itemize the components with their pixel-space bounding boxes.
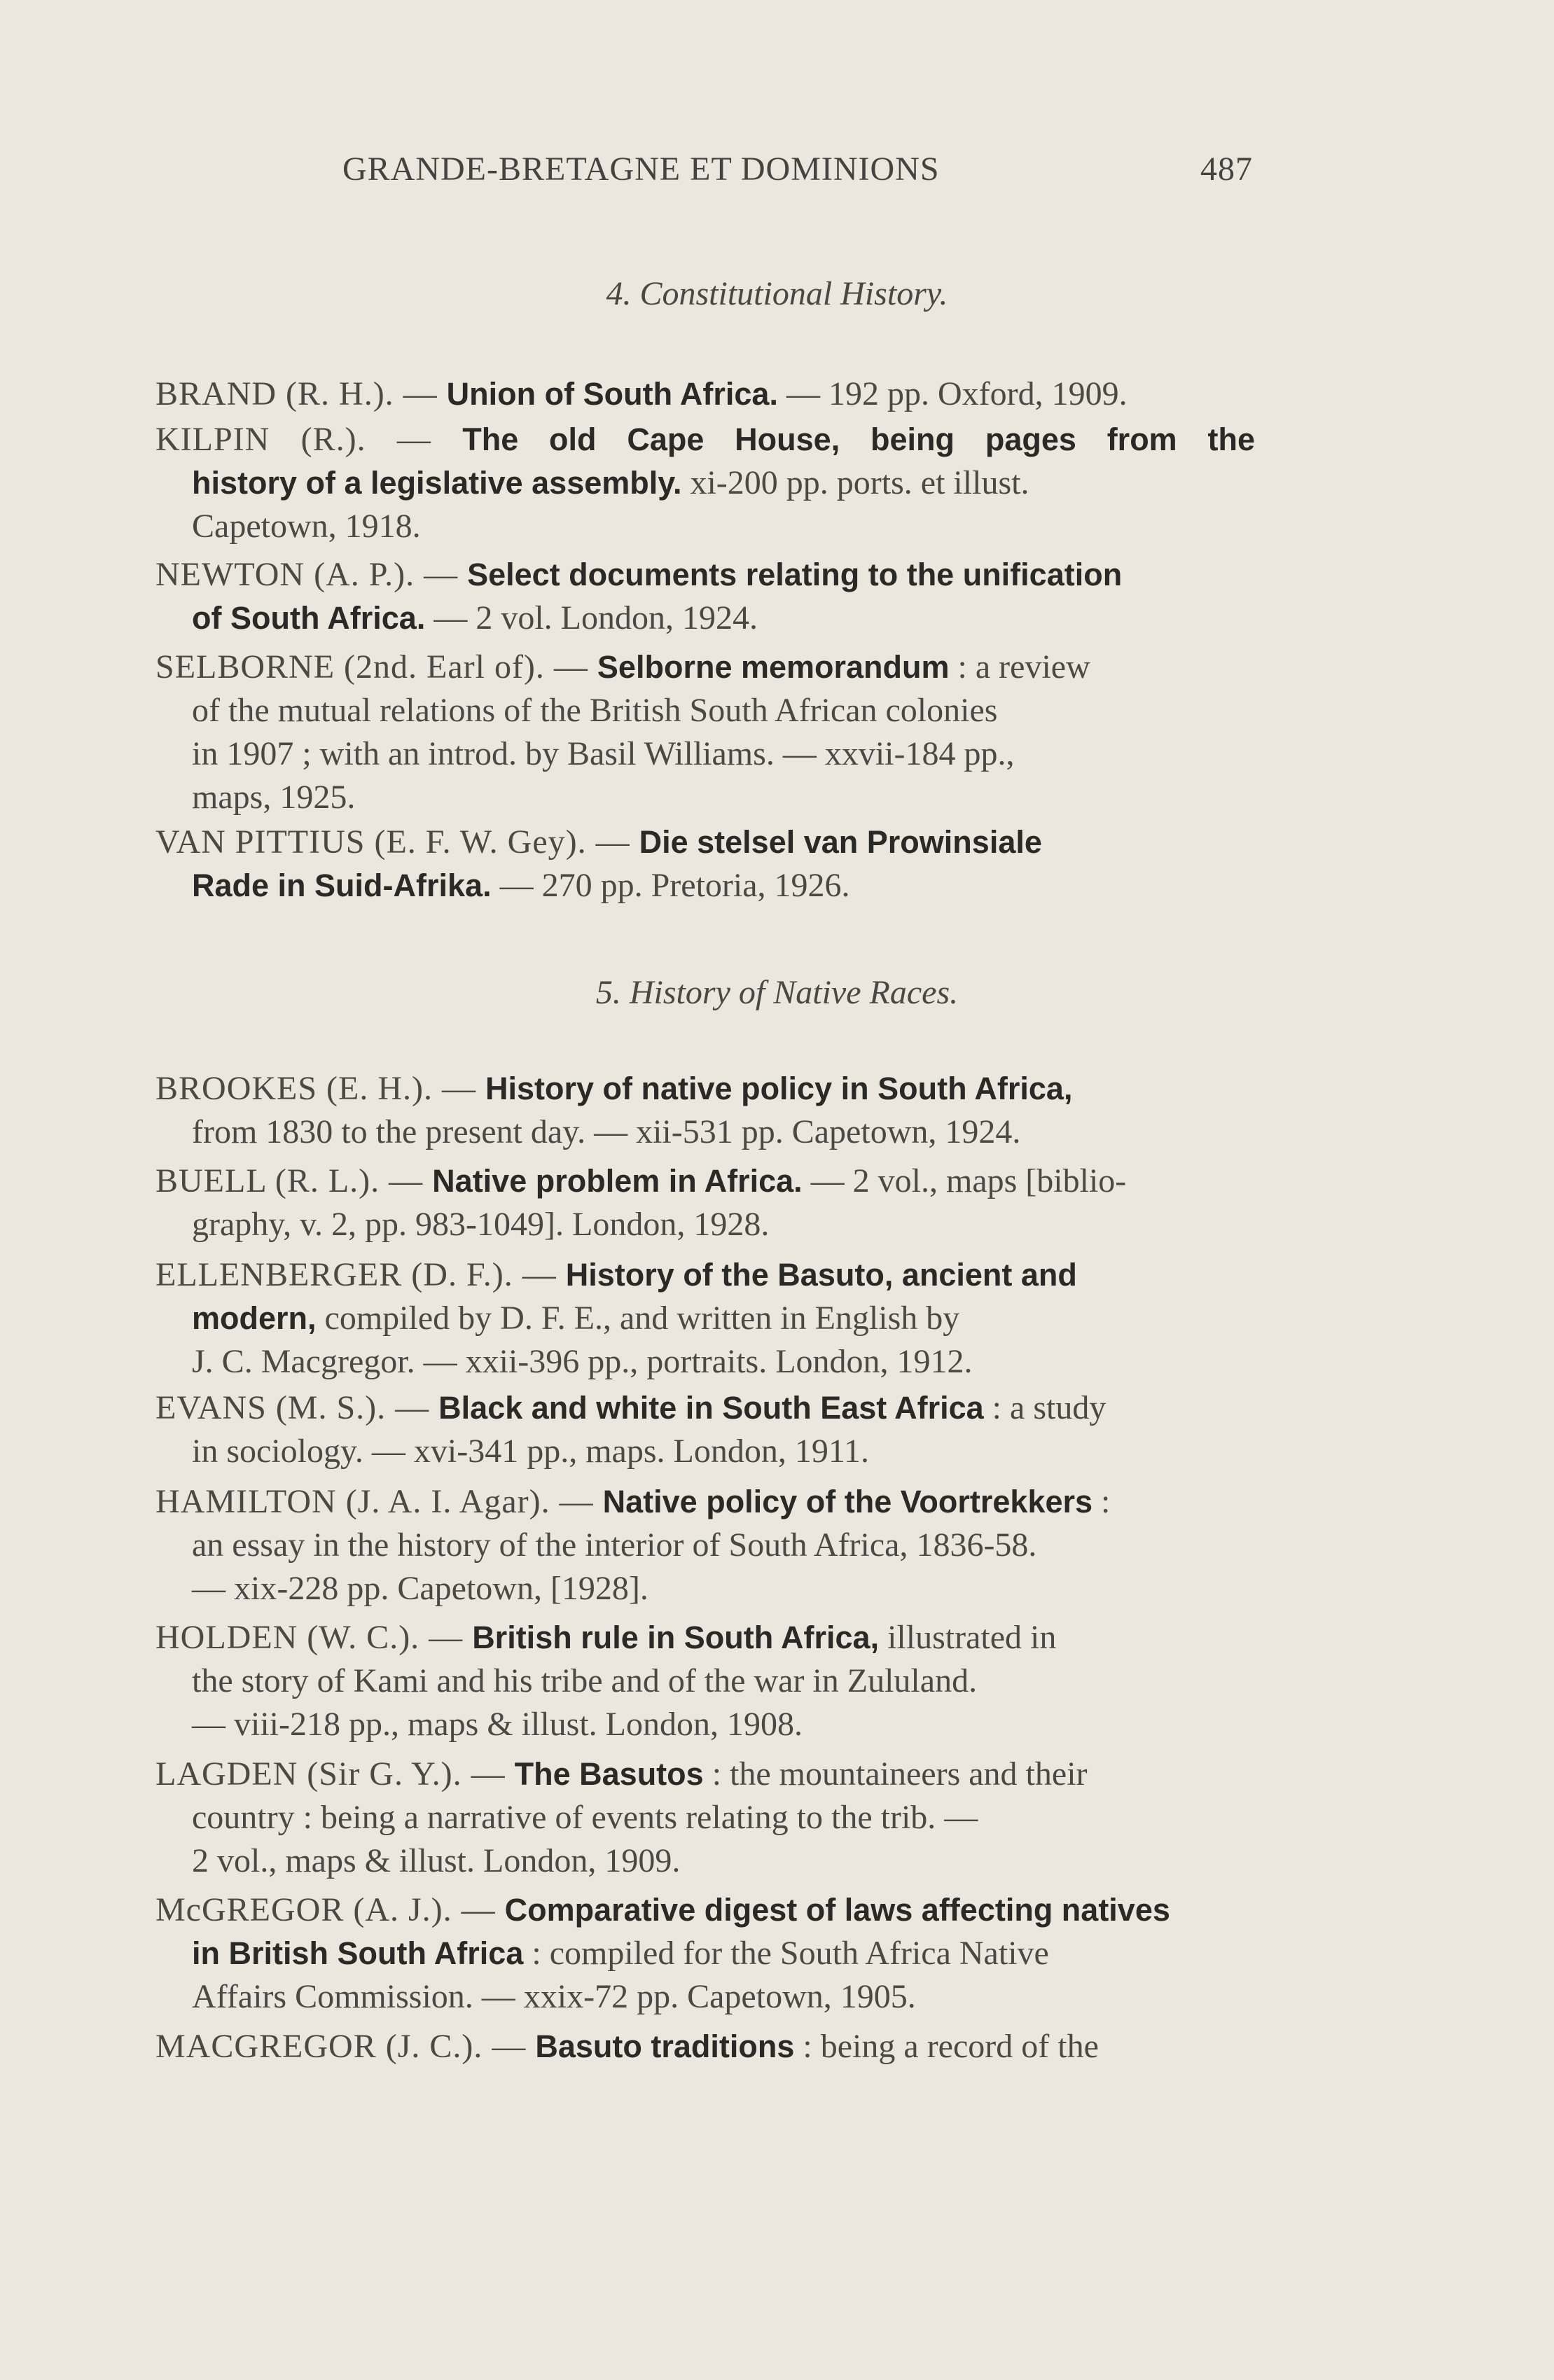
- bibliography-entry: [155, 1888, 1255, 2019]
- running-title: GRANDE-BRETAGNE ET DOMINIONS: [342, 151, 940, 188]
- entry-title-continued: history of a legislative assembly.: [192, 465, 682, 501]
- entry-author: ELLENBERGER (D. F.). —: [155, 1256, 566, 1293]
- entry-title: Die stelsel van Prowinsiale: [639, 824, 1042, 860]
- entry-title-continued: Rade in Suid-Afrika.: [192, 868, 492, 903]
- section-heading-native-races: 5. History of Native Races.: [595, 974, 959, 1011]
- entry-author: BROOKES (E. H.). —: [155, 1070, 485, 1107]
- running-head: [342, 150, 1253, 199]
- entry-details: :: [1092, 1483, 1111, 1520]
- entry-details: the story of Kami and his tribe and of the war in Zululand.: [192, 1662, 978, 1699]
- entry-details: country : being a narrative of events relating to the trib. —: [192, 1799, 978, 1836]
- page-number: 487: [1200, 151, 1253, 188]
- entry-details: illustrated in: [879, 1619, 1057, 1656]
- entry-author: HAMILTON (J. A. I. Agar). —: [155, 1483, 603, 1520]
- entry-title: The Basutos: [514, 1756, 704, 1792]
- entry-author: VAN PITTIUS (E. F. W. Gey). —: [155, 823, 639, 861]
- entry-details: : being a record of the: [794, 2028, 1099, 2065]
- entry-details: Capetown, 1918.: [192, 508, 421, 545]
- entry-details: 2 vol., maps & illust. London, 1909.: [192, 1842, 681, 1879]
- entry-details: in sociology. — xvi-341 pp., maps. London, 1911.: [192, 1433, 870, 1470]
- bibliography-entry: [155, 1067, 1255, 1154]
- entry-details: — 270 pp. Pretoria, 1926.: [491, 867, 850, 904]
- entry-details: : a review: [949, 648, 1090, 686]
- entry-title: British rule in South Africa,: [472, 1620, 880, 1655]
- entry-details: — viii-218 pp., maps & illust. London, 1908.: [192, 1706, 803, 1743]
- entry-author: HOLDEN (W. C.). —: [155, 1619, 473, 1656]
- section-heading-constitutional: 4. Constitutional History.: [606, 275, 948, 312]
- bibliography-entry: [155, 1480, 1255, 1610]
- entry-author: BRAND (R. H.). —: [155, 375, 447, 412]
- entry-author: NEWTON (A. P.). —: [155, 556, 468, 593]
- bibliography-entry: [155, 1753, 1255, 1883]
- entry-details: graphy, v. 2, pp. 983-1049]. London, 1928.: [192, 1206, 770, 1243]
- entry-title-continued: in British South Africa: [192, 1935, 524, 1971]
- bibliography-entry: [155, 1253, 1255, 1384]
- bibliography-entry: [155, 418, 1255, 548]
- entry-details: compiled by D. F. E., and written in English by: [316, 1300, 960, 1337]
- entry-title: Select documents relating to the unification: [467, 557, 1123, 592]
- entry-title: Native policy of the Voortrekkers: [602, 1484, 1093, 1519]
- entry-author: BUELL (R. L.). —: [155, 1162, 433, 1199]
- entry-details: maps, 1925.: [192, 779, 356, 816]
- entry-details: J. C. Macgregor. — xxii-396 pp., portraits. London, 1912.: [192, 1343, 973, 1380]
- bibliography-entry: [155, 2025, 1255, 2068]
- entry-author: LAGDEN (Sir G. Y.). —: [155, 1755, 515, 1793]
- bibliography-entry: [155, 553, 1255, 640]
- entry-author: McGREGOR (A. J.). —: [155, 1891, 505, 1928]
- entry-details: : a study: [983, 1389, 1106, 1426]
- bibliography-entry: [155, 1160, 1255, 1246]
- bibliography-entry: [155, 1616, 1255, 1746]
- entry-author: EVANS (M. S.). —: [155, 1389, 439, 1426]
- entry-details: xi-200 pp. ports. et illust.: [681, 464, 1029, 501]
- entry-title: Black and white in South East Africa: [438, 1390, 984, 1426]
- entry-author: KILPIN (R.). —: [155, 421, 463, 458]
- entry-title: Basuto traditions: [535, 2028, 795, 2064]
- bibliography-entry: [155, 646, 1255, 819]
- entry-title: Selborne memorandum: [597, 649, 950, 685]
- bibliography-entry: [155, 821, 1255, 907]
- entry-title: Comparative digest of laws affecting natives: [504, 1892, 1170, 1928]
- entry-details: — 192 pp. Oxford, 1909.: [777, 375, 1128, 412]
- entry-title: Union of South Africa.: [446, 376, 778, 412]
- entry-details: an essay in the history of the interior of South Africa, 1836-58.: [192, 1526, 1037, 1564]
- entry-details: : compiled for the South Africa Native: [523, 1935, 1049, 1972]
- entry-author: SELBORNE (2nd. Earl of). —: [155, 648, 597, 686]
- entry-details: in 1907 ; with an introd. by Basil Williams. — xxvii-184 pp.,: [192, 735, 1015, 772]
- entry-details: Affairs Commission. — xxix-72 pp. Capetown, 1905.: [192, 1978, 916, 2015]
- entry-details: — 2 vol., maps [biblio-: [802, 1162, 1127, 1199]
- entry-details: : the mountaineers and their: [703, 1755, 1088, 1793]
- entry-title-continued: modern,: [192, 1300, 317, 1336]
- entry-title: History of the Basuto, ancient and: [565, 1257, 1077, 1293]
- entry-details: of the mutual relations of the British South African colonies: [192, 692, 998, 729]
- entry-author: MACGREGOR (J. C.). —: [155, 2028, 536, 2065]
- entry-title: History of native policy in South Africa,: [485, 1071, 1073, 1106]
- entry-title-continued: of South Africa.: [192, 600, 426, 636]
- entry-title: Native problem in Africa.: [432, 1163, 803, 1199]
- entry-details: — 2 vol. London, 1924.: [425, 599, 758, 636]
- entry-title: The old Cape House, being pages from the: [462, 422, 1256, 457]
- entry-details: — xix-228 pp. Capetown, [1928].: [192, 1570, 648, 1607]
- bibliography-entry: [155, 373, 1255, 416]
- entry-details: from 1830 to the present day. — xii-531 pp. Capetown, 1924.: [192, 1113, 1021, 1150]
- bibliography-entry: [155, 1386, 1255, 1473]
